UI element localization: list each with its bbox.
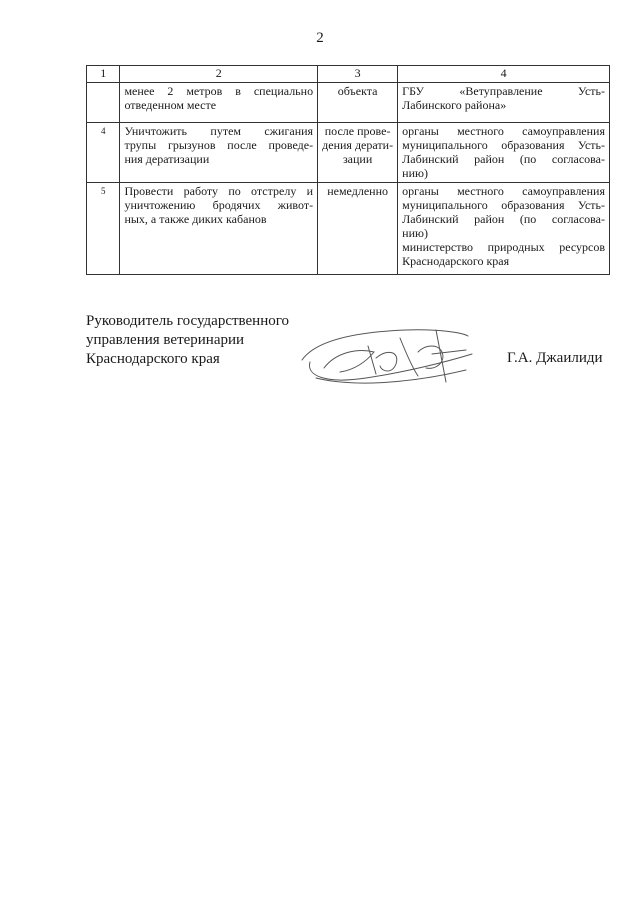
text-line: после прове- [324, 124, 391, 138]
text-line: Лабинский район (по согласова- [402, 152, 605, 166]
position-line: управления ветеринарии [86, 332, 245, 348]
table-row [87, 183, 610, 275]
row-action [120, 123, 318, 183]
row-number: 4 [87, 123, 120, 183]
text-line: Провести работу по отстрелу и [124, 184, 314, 198]
table-row [87, 83, 610, 123]
position-line: Руководитель государственного [86, 313, 290, 329]
signer-position [86, 312, 289, 369]
text-line: Краснодарского края [402, 254, 510, 268]
text-line: зации [342, 152, 373, 166]
text-line: министерство природных ресурсов [402, 240, 605, 254]
text-line: муниципального образования Усть- [402, 198, 605, 212]
row-number [87, 83, 120, 123]
text-line: ния дератизации [124, 152, 210, 166]
header-cell-1: 1 [87, 66, 120, 83]
text-line: органы местного самоуправления [402, 184, 605, 198]
text-line: нию) [402, 226, 428, 240]
text-line: нию) [402, 166, 428, 180]
position-line: Краснодарского края [86, 351, 220, 367]
text-line: уничтожению бродячих живот- [124, 198, 314, 212]
header-cell-2: 2 [120, 66, 318, 83]
row-responsible [398, 83, 610, 123]
text-line: ных, а также диких кабанов [124, 212, 267, 226]
handwritten-signature-icon [296, 318, 476, 390]
row-number: 5 [87, 183, 120, 275]
table-header-row [87, 66, 610, 83]
row-term [318, 83, 398, 123]
signer-name: Г.А. Джаилиди [507, 350, 603, 366]
text-line: Уничтожить путем сжигания [124, 124, 314, 138]
row-responsible [398, 183, 610, 275]
row-term [318, 123, 398, 183]
text-line: дения дерати- [322, 138, 394, 152]
row-responsible [398, 123, 610, 183]
text-line: ГБУ «Ветуправление Усть- [402, 84, 605, 98]
row-action [120, 83, 318, 123]
text-line: Лабинского района» [402, 98, 507, 112]
page-number: 2 [316, 30, 324, 46]
text-line: органы местного самоуправления [402, 124, 605, 138]
measures-table [86, 65, 610, 275]
text-line: отведенном месте [124, 98, 217, 112]
row-action [120, 183, 318, 275]
text-line: Лабинский район (по согласова- [402, 212, 605, 226]
text-line: немедленно [327, 184, 388, 198]
text-line: муниципального образования Усть- [402, 138, 605, 152]
text-line: объекта [337, 84, 378, 98]
header-cell-3: 3 [318, 66, 398, 83]
table-row [87, 123, 610, 183]
row-term [318, 183, 398, 275]
text-line: трупы грызунов после проведе- [124, 138, 314, 152]
header-cell-4: 4 [398, 66, 610, 83]
text-line: менее 2 метров в специально [124, 84, 314, 98]
